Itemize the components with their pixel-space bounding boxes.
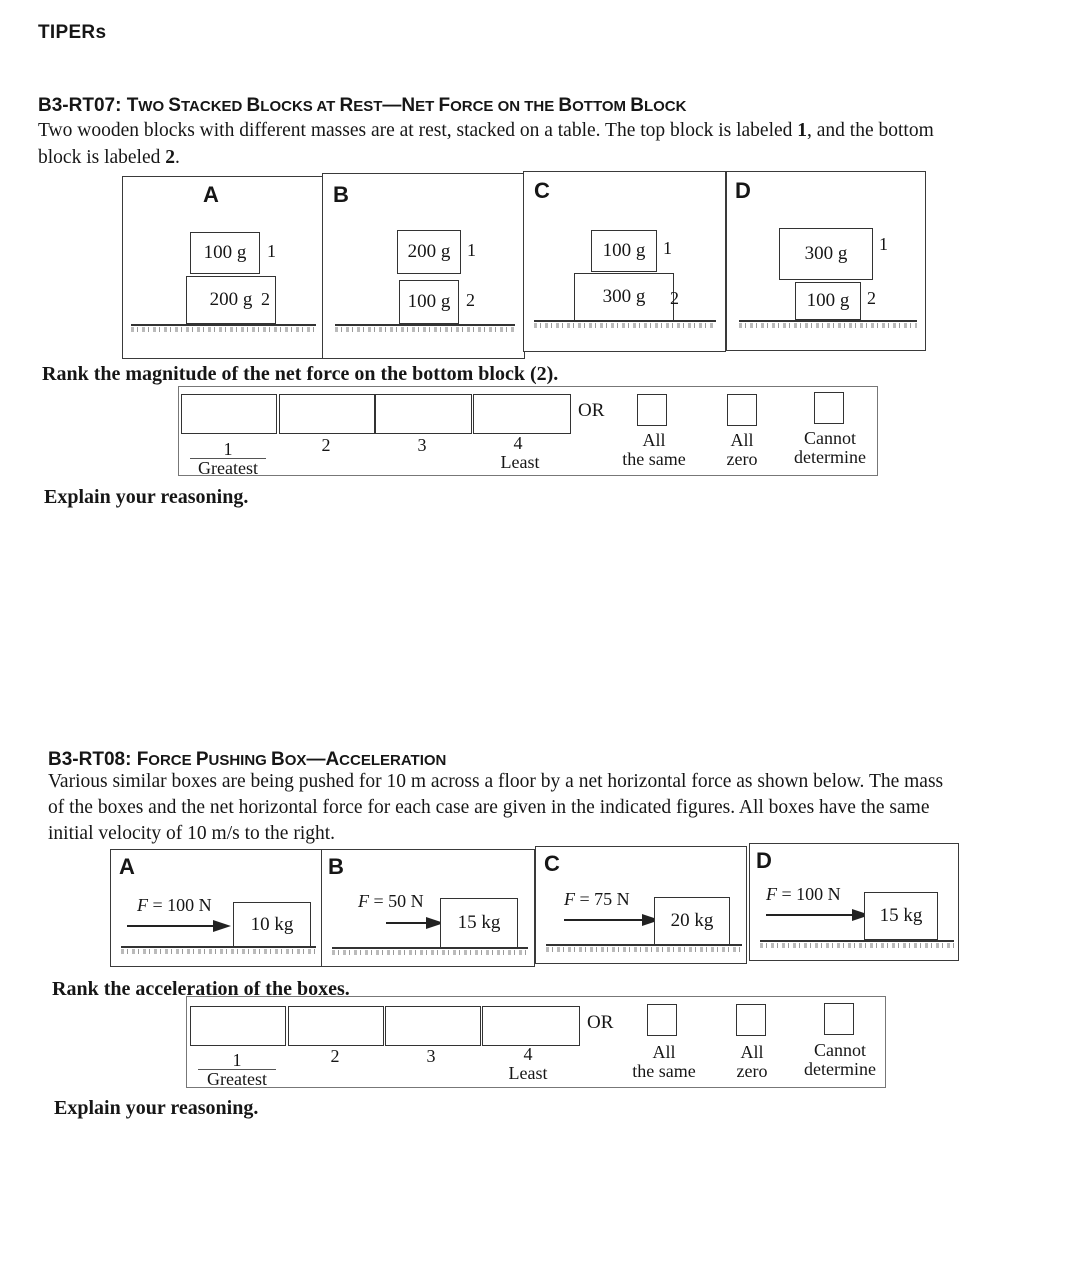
q2-rank-slot-2[interactable] bbox=[288, 1006, 384, 1046]
q2-all-same-label bbox=[620, 1043, 708, 1081]
q2-cannot-determine-checkbox[interactable] bbox=[824, 1003, 854, 1035]
panel-letter: A bbox=[203, 182, 219, 207]
q2-cannot-determine-label bbox=[794, 1041, 886, 1079]
top-block: 200 g bbox=[397, 230, 461, 274]
all-zero-line1: All bbox=[740, 1042, 764, 1062]
q2-rank-number-2: 2 bbox=[330, 1046, 340, 1066]
q2-rank-slot-1[interactable] bbox=[190, 1006, 286, 1046]
q2-title-segment: ORCE bbox=[148, 752, 196, 769]
floor-surface bbox=[546, 944, 742, 946]
question-1-title-text bbox=[127, 95, 687, 116]
floor-texture bbox=[546, 947, 742, 952]
floor-surface bbox=[121, 946, 316, 948]
intro-bold1: 1 bbox=[797, 120, 808, 141]
top-block-label: 1 bbox=[879, 234, 888, 254]
force-label bbox=[137, 895, 212, 916]
intro-bold2: 2 bbox=[165, 147, 176, 168]
q1-cannot-determine-checkbox[interactable] bbox=[814, 392, 844, 424]
force-label bbox=[766, 884, 841, 905]
panel-letter: A bbox=[119, 854, 135, 879]
q2-rank-number-3: 3 bbox=[426, 1046, 436, 1066]
top-block-label: 1 bbox=[467, 240, 476, 260]
cannot-line2: determine bbox=[794, 447, 866, 467]
table-surface bbox=[131, 324, 316, 326]
bottom-block: 300 g bbox=[574, 273, 674, 321]
q1-panel-c bbox=[523, 171, 726, 352]
q1-least-label: Least bbox=[500, 452, 540, 472]
q2-title-segment: CCELERATION bbox=[339, 752, 447, 769]
all-zero-line1: All bbox=[730, 430, 754, 450]
force-value: 75 N bbox=[594, 889, 630, 909]
bottom-block-label: 2 bbox=[670, 288, 679, 308]
top-block-label: 1 bbox=[267, 241, 276, 261]
q2-rank-slot-4[interactable] bbox=[482, 1006, 580, 1046]
q1-greatest-label: Greatest bbox=[190, 458, 266, 478]
q1-all-zero-label bbox=[718, 431, 766, 469]
bottom-block-label: 2 bbox=[867, 288, 876, 308]
table-texture bbox=[534, 323, 716, 328]
question-2-rank-prompt: Rank the acceleration of the boxes. bbox=[52, 978, 350, 1000]
floor-texture bbox=[332, 950, 528, 955]
intro-line1: Various similar boxes are being pushed for 10 m across a floor by a net horizontal force as shown below. The mass bbox=[48, 771, 944, 792]
question-1-rank-prompt: Rank the magnitude of the net force on the bottom block (2). bbox=[42, 363, 559, 385]
q1-rank-number-1: 1 bbox=[223, 439, 233, 459]
force-arrow-shaft bbox=[386, 922, 430, 924]
q1-or-text: OR bbox=[578, 400, 605, 421]
force-equals: = bbox=[575, 889, 595, 909]
q2-panel-c bbox=[535, 846, 747, 964]
floor-texture bbox=[121, 949, 316, 954]
q1-all-same-checkbox[interactable] bbox=[637, 394, 667, 426]
all-same-line2: the same bbox=[622, 449, 686, 469]
q2-rank-number-4: 4 bbox=[523, 1044, 533, 1064]
bottom-block-label: 2 bbox=[466, 290, 475, 310]
question-2-code: B3-RT08: bbox=[48, 749, 132, 770]
table-texture bbox=[335, 327, 515, 332]
q1-rank-slot-3[interactable] bbox=[375, 394, 472, 434]
question-1-explain-prompt: Explain your reasoning. bbox=[44, 486, 249, 508]
intro-line2: block is labeled bbox=[38, 147, 161, 168]
question-2-title-text bbox=[137, 749, 447, 770]
panel-letter: C bbox=[534, 178, 550, 203]
top-block-label: 1 bbox=[663, 238, 672, 258]
q1-title-segment: ORCE ON THE bbox=[450, 98, 559, 115]
q1-title-segment: —N bbox=[382, 95, 416, 116]
q2-greatest-label: Greatest bbox=[198, 1069, 276, 1089]
bottom-block: 100 g bbox=[399, 280, 459, 324]
table-surface bbox=[739, 320, 917, 322]
q1-title-segment: LOCK bbox=[643, 98, 687, 115]
intro-line2-end: . bbox=[175, 147, 180, 168]
question-1-title bbox=[38, 95, 686, 117]
top-block: 300 g bbox=[779, 228, 873, 280]
q2-least-label: Least bbox=[508, 1063, 548, 1083]
force-symbol: F bbox=[766, 884, 777, 904]
floor-surface bbox=[760, 940, 954, 942]
question-2-answer-area[interactable] bbox=[54, 1124, 994, 1254]
q2-panel-a bbox=[110, 849, 322, 967]
q2-panel-b bbox=[321, 849, 535, 967]
all-same-line2: the same bbox=[632, 1061, 696, 1081]
force-arrow-shaft bbox=[564, 919, 648, 921]
q2-title-segment: USHING bbox=[208, 752, 272, 769]
force-symbol: F bbox=[564, 889, 575, 909]
force-label bbox=[358, 891, 424, 912]
force-equals: = bbox=[148, 895, 168, 915]
q2-all-zero-label bbox=[728, 1043, 776, 1081]
force-value: 50 N bbox=[388, 891, 424, 911]
q1-rank-slot-1[interactable] bbox=[181, 394, 277, 434]
table-surface bbox=[534, 320, 716, 322]
cannot-line1: Cannot bbox=[814, 1040, 866, 1060]
q1-rank-slot-4[interactable] bbox=[473, 394, 571, 434]
table-texture bbox=[131, 327, 316, 332]
force-value: 100 N bbox=[796, 884, 841, 904]
q1-all-zero-checkbox[interactable] bbox=[727, 394, 757, 426]
all-zero-line2: zero bbox=[726, 449, 758, 469]
intro-line3: initial velocity of 10 m/s to the right. bbox=[48, 823, 336, 844]
force-arrow-shaft bbox=[127, 925, 217, 927]
box: 20 kg bbox=[654, 897, 730, 945]
cannot-line2: determine bbox=[804, 1059, 876, 1079]
all-zero-line2: zero bbox=[736, 1061, 768, 1081]
q2-panel-d bbox=[749, 843, 959, 961]
q1-all-same-label bbox=[610, 431, 698, 469]
floor-texture bbox=[760, 943, 954, 948]
q2-title-segment: —A bbox=[306, 749, 340, 770]
panel-letter: D bbox=[735, 178, 751, 203]
question-1-code: B3-RT07: bbox=[38, 95, 122, 116]
q1-title-segment: OTTOM bbox=[572, 98, 631, 115]
q1-title-segment: S bbox=[168, 95, 181, 116]
bottom-block: 100 g bbox=[795, 282, 861, 320]
q1-title-segment: LOCKS AT bbox=[260, 98, 340, 115]
q2-title-segment: P bbox=[195, 749, 209, 770]
q1-title-segment: B bbox=[630, 95, 644, 116]
box: 15 kg bbox=[864, 892, 938, 940]
q1-panel-d bbox=[726, 171, 926, 351]
q2-or-text: OR bbox=[587, 1012, 614, 1033]
q1-panel-a bbox=[122, 176, 324, 359]
intro-line2: of the boxes and the net horizontal force for each case are given in the indicated figures. All boxes have the same bbox=[48, 797, 930, 818]
question-2-intro bbox=[48, 769, 943, 847]
top-block: 100 g bbox=[591, 230, 657, 272]
all-same-line1: All bbox=[642, 430, 666, 450]
bottom-block-label: 2 bbox=[261, 289, 270, 309]
q1-title-segment: ET bbox=[415, 98, 439, 115]
q1-title-segment: B bbox=[246, 95, 261, 116]
q2-rank-number-1: 1 bbox=[232, 1050, 242, 1070]
force-arrow-shaft bbox=[766, 914, 858, 916]
q2-title-segment: OX bbox=[284, 752, 307, 769]
q1-title-segment: EST bbox=[353, 98, 383, 115]
floor-surface bbox=[332, 947, 528, 949]
q2-all-zero-checkbox[interactable] bbox=[736, 1004, 766, 1036]
force-equals: = bbox=[369, 891, 389, 911]
q2-title-segment: B bbox=[271, 749, 285, 770]
force-symbol: F bbox=[358, 891, 369, 911]
all-same-line1: All bbox=[652, 1042, 676, 1062]
question-1-intro bbox=[38, 117, 934, 171]
panel-letter: D bbox=[756, 848, 772, 873]
question-2-explain-prompt: Explain your reasoning. bbox=[54, 1097, 259, 1119]
q1-title-segment: B bbox=[558, 95, 573, 116]
q1-title-segment: F bbox=[438, 95, 451, 116]
table-texture bbox=[739, 323, 917, 328]
q1-title-segment: WO bbox=[138, 98, 169, 115]
panel-letter: B bbox=[333, 182, 349, 207]
cannot-line1: Cannot bbox=[804, 428, 856, 448]
box: 15 kg bbox=[440, 898, 518, 948]
force-value: 100 N bbox=[167, 895, 212, 915]
question-1-answer-area[interactable] bbox=[44, 512, 984, 732]
box: 10 kg bbox=[233, 902, 311, 947]
q1-title-segment: TACKED bbox=[180, 98, 247, 115]
top-block: 100 g bbox=[190, 232, 260, 274]
bottom-block: 200 g bbox=[186, 276, 276, 324]
panel-letter: C bbox=[544, 851, 560, 876]
q1-rank-slot-2[interactable] bbox=[279, 394, 375, 434]
q1-rank-number-3: 3 bbox=[417, 435, 427, 455]
q1-title-segment: T bbox=[126, 95, 139, 116]
q1-panel-b bbox=[322, 173, 525, 359]
q2-rank-slot-3[interactable] bbox=[385, 1006, 481, 1046]
force-equals: = bbox=[777, 884, 797, 904]
intro-line1: Two wooden blocks with different masses are at rest, stacked on a table. The top block is labeled bbox=[38, 120, 793, 141]
intro-line1-end: , and the bottom bbox=[807, 120, 934, 141]
q1-title-segment: R bbox=[339, 95, 354, 116]
q2-title-segment: F bbox=[136, 749, 149, 770]
panel-letter: B bbox=[328, 854, 344, 879]
force-symbol: F bbox=[137, 895, 148, 915]
q1-rank-number-4: 4 bbox=[513, 433, 523, 453]
q2-all-same-checkbox[interactable] bbox=[647, 1004, 677, 1036]
force-label bbox=[564, 889, 630, 910]
question-2-title bbox=[48, 749, 446, 771]
page-header: TIPERs bbox=[38, 22, 107, 43]
force-arrow-head bbox=[213, 920, 231, 932]
q1-rank-number-2: 2 bbox=[321, 435, 331, 455]
q1-cannot-determine-label bbox=[784, 429, 876, 467]
table-surface bbox=[335, 324, 515, 326]
